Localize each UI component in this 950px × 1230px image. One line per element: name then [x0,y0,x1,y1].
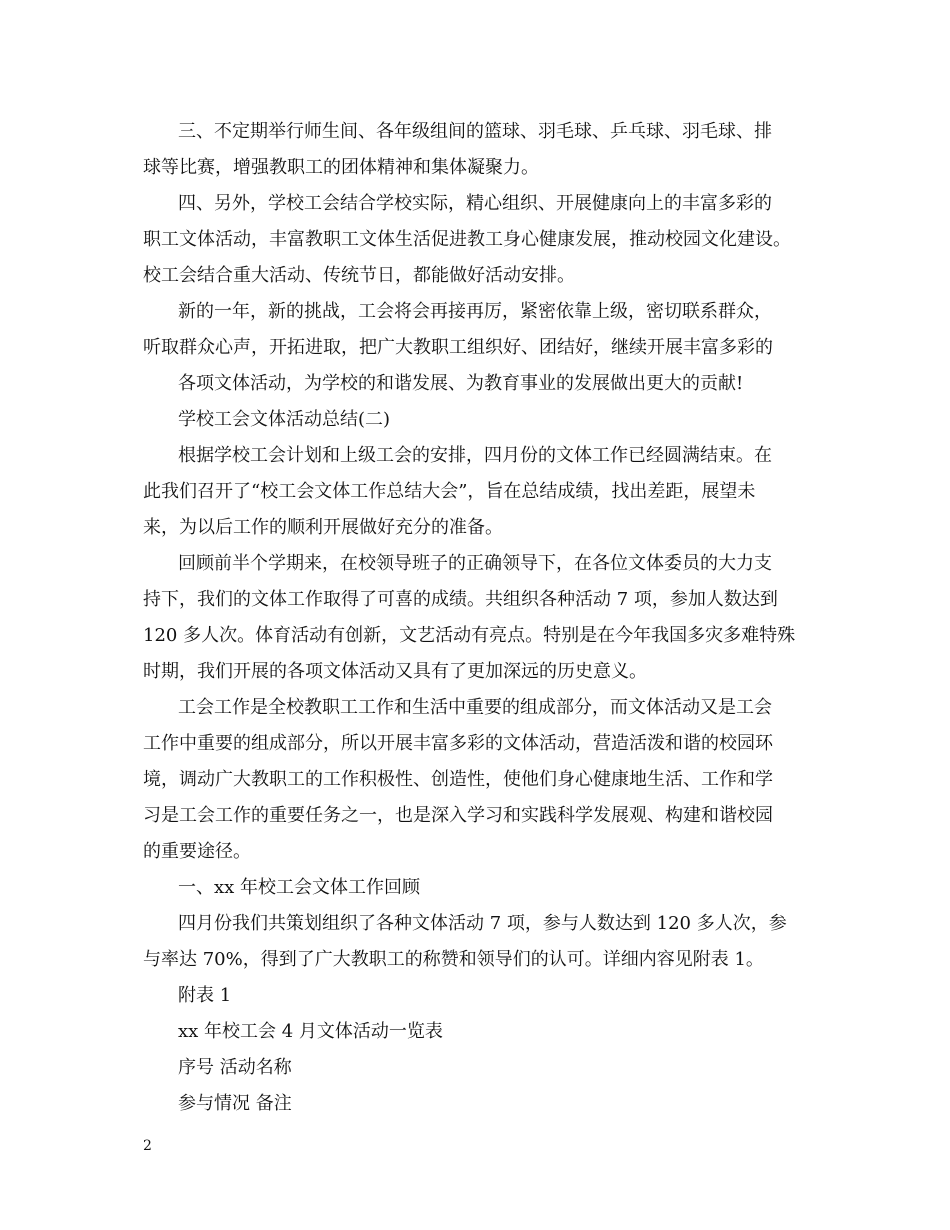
text-line: 各项文体活动，为学校的和谐发展、为教育事业的发展做出更大的贡献! [178,373,744,394]
text-line: 时期，我们开展的各项文体活动又具有了更加深远的历史意义。 [143,661,647,682]
text-line: 球等比赛，增强教职工的团体精神和集体凝聚力。 [143,157,539,178]
text-line: 校工会结合重大活动、传统节日，都能做好活动安排。 [143,265,575,286]
text-line: 根据学校工会计划和上级工会的安排，四月份的文体工作已经圆满结束。在 [178,445,772,466]
text-line: 回顾前半个学期来，在校领导班子的正确领导下，在各位文体委员的大力支 [178,553,772,574]
text-line: 习是工会工作的重要任务之一，也是深入学习和实践科学发展观、构建和谐校园 [143,805,773,826]
text-line: 来，为以后工作的顺利开展做好充分的准备。 [143,517,503,538]
text-line: 此我们召开了“校工会文体工作总结大会”，旨在总结成绩，找出差距，展望未 [143,481,756,502]
section-title: 学校工会文体活动总结(二) [178,409,391,430]
text-line: 工会工作是全校教职工工作和生活中重要的组成部分，而文体活动又是工会 [178,697,772,718]
text-line: 的重要途径。 [143,841,251,862]
text-line: 四、另外，学校工会结合学校实际，精心组织、开展健康向上的丰富多彩的 [178,193,772,214]
text-line: 职工文体活动，丰富教职工文体生活促进教工身心健康发展，推动校园文化建设。 [143,229,791,250]
table-header: 参与情况 备注 [178,1093,292,1114]
table-title: xx 年校工会 4 月文体活动一览表 [178,1021,443,1042]
text-line: 听取群众心声，开拓进取，把广大教职工组织好、团结好，继续开展丰富多彩的 [143,337,773,358]
text-line: 三、不定期举行师生间、各年级组间的篮球、羽毛球、乒乓球、羽毛球、排 [178,121,772,142]
text-line: 与率达 70%，得到了广大教职工的称赞和领导们的认可。详细内容见附表 1。 [143,949,764,970]
text-line: 新的一年，新的挑战，工会将会再接再厉，紧密依靠上级，密切联系群众， [178,301,772,322]
text-line: 120 多人次。体育活动有创新，文艺活动有亮点。特别是在今年我国多灾多难特殊 [143,625,796,646]
text-line: 工作中重要的组成部分，所以开展丰富多彩的文体活动，营造活泼和谐的校园环 [143,733,773,754]
text-line: 持下，我们的文体工作取得了可喜的成绩。共组织各种活动 7 项，参加人数达到 [143,589,778,610]
appendix-label: 附表 1 [178,985,232,1006]
page-number: 2 [143,1138,152,1154]
text-line: 四月份我们共策划组织了各种文体活动 7 项，参与人数达到 120 多人次，参 [178,913,787,934]
text-line: 境，调动广大教职工的工作积极性、创造性，使他们身心健康地生活、工作和学 [143,769,773,790]
table-header: 序号 活动名称 [178,1057,292,1078]
section-heading: 一、xx 年校工会文体工作回顾 [178,877,421,898]
